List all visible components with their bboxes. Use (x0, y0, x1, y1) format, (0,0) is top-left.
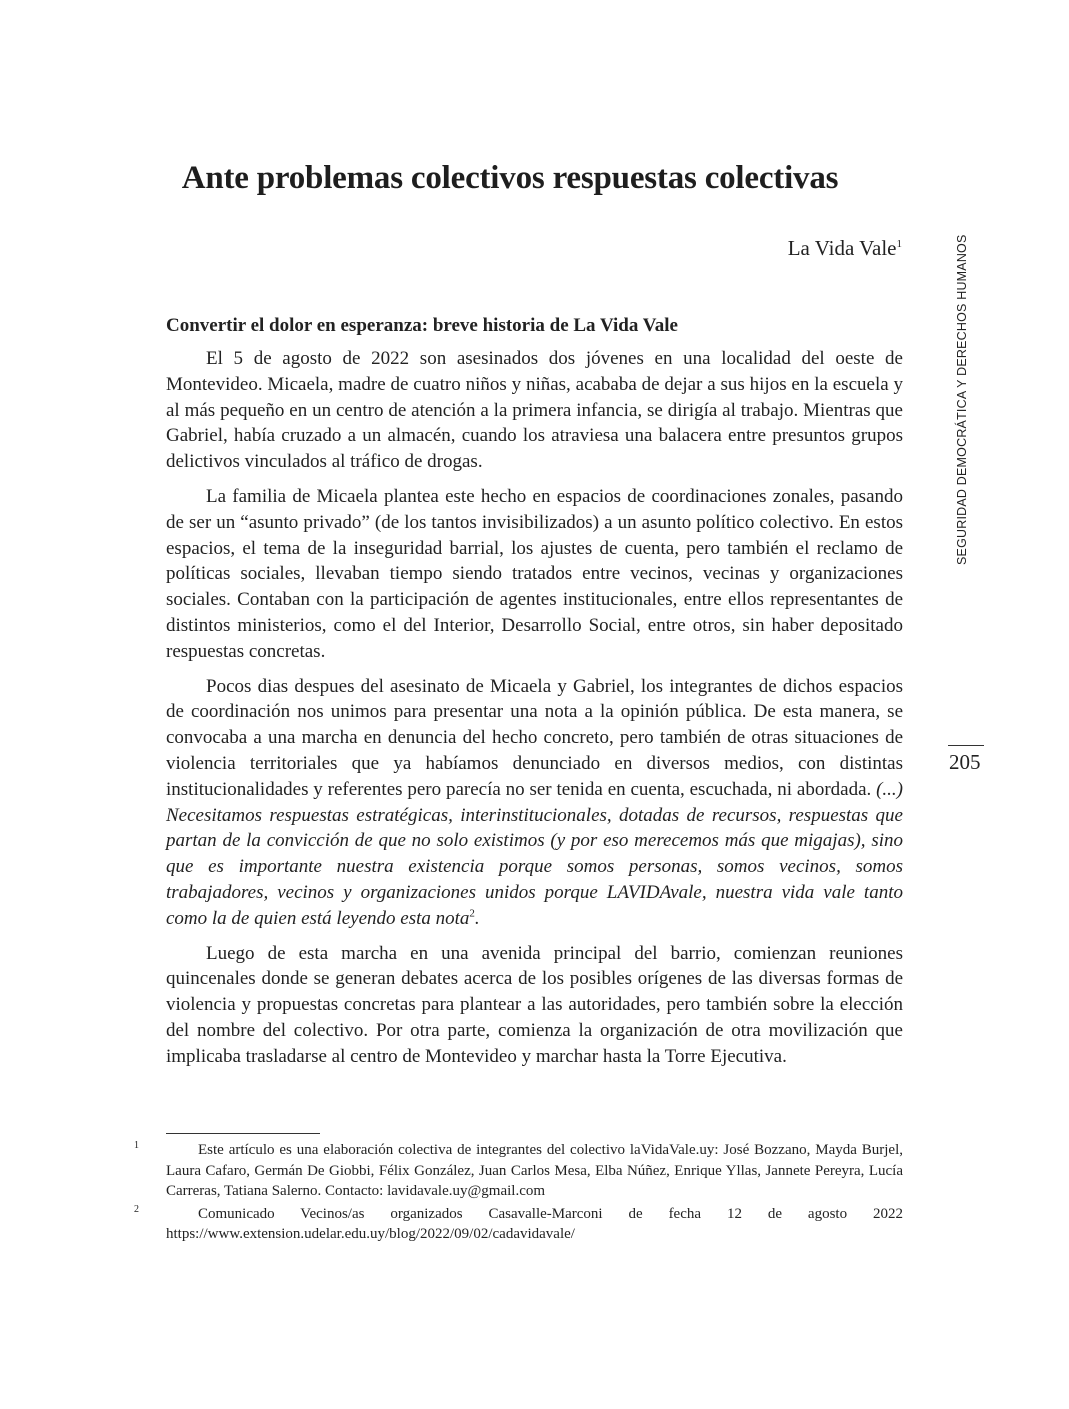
page-number: 205 (949, 750, 981, 774)
author-footnote-ref: 1 (896, 238, 902, 250)
footnote-2 (134, 1203, 903, 1245)
article-title: Ante problemas colectivos respuestas colectivas (181, 160, 839, 196)
paragraph-4: Luego de esta marcha en una avenida principal del barrio, comienzan reuniones quincenales donde se generan debates acerca de los posibles orígenes de las diversas formas de violencia y propuestas concretas para plantear a las autoridades, pero también sobre la elección del nombre del colectivo. Por otra parte, comienza la organización de otra movilización que implicaba trasladarse al centro de Montevideo y marchar hasta la Torre Ejecutiva. (166, 942, 903, 1067)
footnote-divider (166, 1133, 320, 1134)
quoted-statement: (...) Necesitamos respuestas estratégicas, interinstitucionales, dotadas de recursos, respuestas que partan de la convicción de que no solo existimos (y por eso merecemos más que migajas), sino que es importante nuestra existencia porque somos personas, somos vecinos, somos trabajadores, vecinos y organizaciones unidos porque LAVIDAvale, nuestra vida vale tanto como la de quien está leyendo esta nota (166, 778, 904, 929)
section-heading: Convertir el dolor en esperanza: breve historia de La Vida Vale (166, 315, 678, 336)
paragraph-3 (166, 674, 903, 932)
page-number-rule (948, 745, 984, 746)
footnotes (134, 1140, 903, 1247)
article-body (166, 313, 903, 1079)
paragraph-3-text: Pocos dias despues del asesinato de Micaela y Gabriel, los integrantes de dichos espacios de coordinación nos unimos para presentar una nota a la opinión pública. De esta manera, se convocaba a una marcha en denuncia del hecho concreto, pero también de otras situaciones de violencia territoriales que ya habíamos denunciado en diversos medios, con distintas institucionalidades y referentes pero parecía no ser tenida en cuenta, escuchada, ni abordada. (166, 675, 903, 800)
footnote-text: Este artículo es una elaboración colectiva de integrantes del colectivo laVidaVale.uy: José Bozzano, Mayda Burjel, Laura Cafaro, Germán De Giobbi, Félix González, Juan Carlos Mesa, Elba Núñez, Enrique Yllas, Jannete Pereyra, Lucía Carreras, Tatiana Salerno. Contacto: lavidavale.uy@gmail.com (166, 1142, 903, 1199)
running-section-label: SEGURIDAD DEMOCRÁTICA Y DERECHOS HUMANOS (955, 234, 969, 565)
quote-end: . (474, 907, 480, 929)
paragraph-1: El 5 de agosto de 2022 son asesinados dos jóvenes en una localidad del oeste de Montevideo. Micaela, madre de cuatro niños y niñas, acababa de dejar a sus hijos en la escuela y al más pequeño en un centro de atención a la primera infancia, se dirigía al trabajo. Mientras que Gabriel, había cruzado a un almacén, cuando los atraviesa una balacera entre presuntos grupos delictivos vinculados al tráfico de drogas. (166, 348, 903, 473)
paragraph-2: La familia de Micaela plantea este hecho en espacios de coordinaciones zonales, pasando de ser un “asunto privado” (de los tantos invisibilizados) a un asunto político colectivo. En estos espacios, el tema de la inseguridad barrial, los ajustes de cuenta, pero también el reclamo de políticas sociales, llevaban tiempo siendo tratados entre vecinos, vecinas y organizaciones sociales. Contaban con la participación de agentes institucionales, entre ellos representantes de distintos ministerios, como el del Interior, Desarrollo Social, entre otros, sin haber depositado respuestas concretas. (166, 485, 903, 662)
footnote-number: 2 (134, 1203, 139, 1215)
quote-footnote-ref: 2 (469, 907, 475, 920)
footnote-1 (134, 1140, 903, 1202)
footnote-text: Comunicado Vecinos/as organizados Casavalle-Marconi de fecha 12 de agosto 2022 https://www.extension.udelar.edu.uy/blog/2022/09/02/cadavidavale/ (166, 1205, 903, 1242)
author-line (788, 236, 902, 261)
footnote-number: 1 (134, 1140, 139, 1151)
author-name: La Vida Vale (787, 236, 897, 260)
